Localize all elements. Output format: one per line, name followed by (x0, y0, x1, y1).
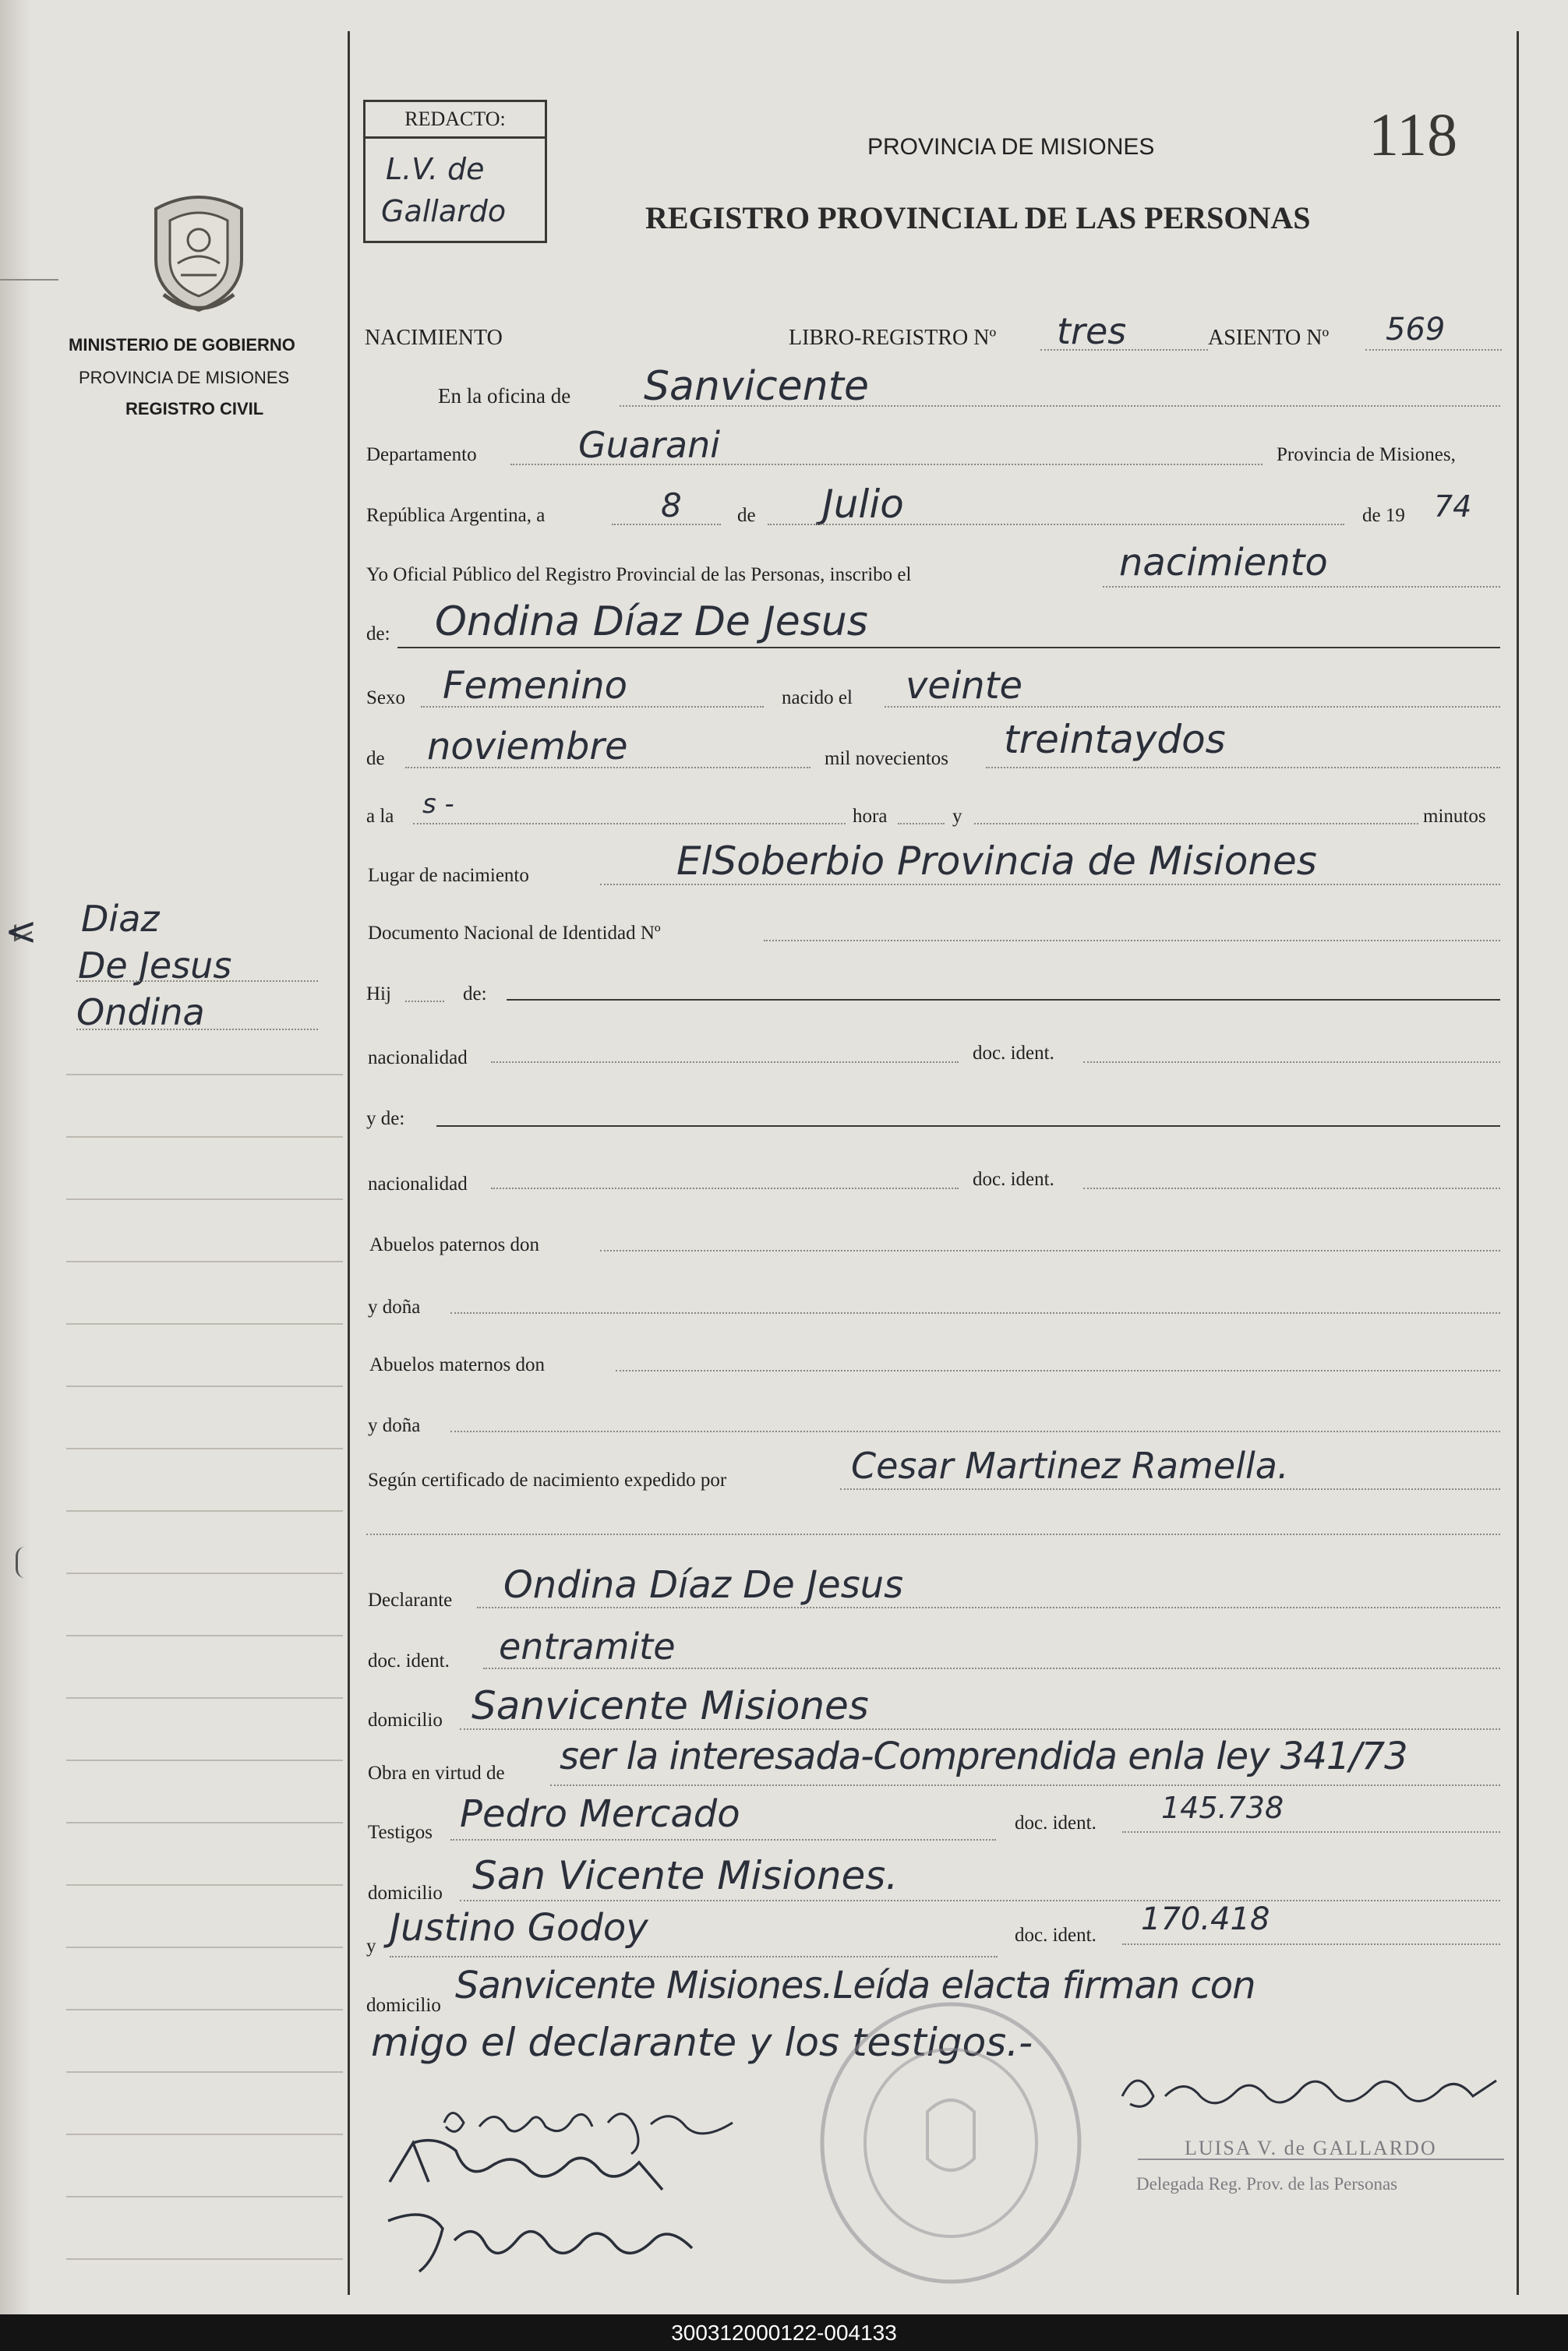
abuelos-paternos-line (600, 1250, 1500, 1251)
signature-oficial (1107, 2049, 1512, 2135)
page-number: 118 (1368, 101, 1458, 168)
declarante-line (477, 1607, 1500, 1608)
asiento-label: ASIENTO Nº (1208, 326, 1330, 350)
oficina-value: Sanvicente (644, 363, 869, 410)
domicilio-decl-value: Sanvicente Misiones (471, 1683, 869, 1728)
doc-ident-line (1083, 1061, 1500, 1063)
anio-value: 74 (1434, 489, 1472, 524)
oficial-text: Yo Oficial Público del Registro Provincial de las Personas, inscribo el (366, 564, 912, 585)
hora-line (413, 823, 846, 824)
doc-ident2-line (1083, 1188, 1500, 1189)
image-id-bar: 300312000122-004133 (0, 2314, 1568, 2351)
testigos-label: Testigos (368, 1822, 433, 1843)
hora-value: s - (422, 789, 454, 820)
departamento-value: Guarani (578, 424, 721, 466)
domicilio-decl-label: domicilio (368, 1710, 443, 1731)
doc-ident-decl-value: entramite (499, 1626, 676, 1668)
dia-nacimiento-value: veinte (906, 664, 1023, 708)
redacto-label: REDACTO: (366, 102, 545, 139)
province-name: PROVINCIA DE MISIONES (79, 368, 290, 387)
testigo1-doc-line (1122, 1831, 1500, 1833)
nacido-label: nacido el (782, 687, 853, 708)
signature-testigo1 (382, 2127, 678, 2205)
official-seal-icon (810, 1995, 1091, 2291)
de-nombre-label: de: (366, 623, 390, 644)
testigo2-doc-label: doc. ident. (1015, 1925, 1097, 1946)
acto-value: nacimiento (1119, 541, 1328, 584)
y-de-label: y de: (366, 1108, 405, 1129)
registry-name: REGISTRO CIVIL (125, 399, 264, 418)
redacto-stamp (363, 100, 547, 243)
oficina-line (620, 405, 1500, 407)
certificado-line2 (366, 1534, 1500, 1535)
sexo-label: Sexo (366, 687, 405, 708)
y-dona-line (450, 1312, 1500, 1314)
mil-novecientos-label: mil novecientos (825, 748, 948, 769)
hora-label: hora (853, 806, 888, 827)
oficial-name-stamp: LUISA V. de GALLARDO (1185, 2137, 1437, 2159)
oficina-label: En la oficina de (438, 384, 571, 408)
libro-line (1040, 349, 1208, 351)
republica-label: República Argentina, a (366, 505, 546, 526)
dni-label: Documento Nacional de Identidad Nº (368, 923, 661, 944)
domicilio-t2-value: Sanvicente Misiones.Leída elacta firman con (455, 1964, 1255, 2007)
dia-nacimiento-line (885, 706, 1500, 708)
hij-label: Hij (366, 983, 391, 1004)
redacto-surname: Gallardo (381, 194, 507, 228)
binding-edge (0, 279, 58, 281)
lugar-value: ElSoberbio Provincia de Misiones (676, 838, 1317, 884)
doc-ident-decl-label: doc. ident. (368, 1650, 450, 1671)
act-type: NACIMIENTO (365, 326, 503, 350)
margin-line-1 (76, 980, 318, 982)
nacionalidad-label: nacionalidad (368, 1047, 468, 1068)
margin-arrow: < (5, 909, 37, 954)
testigo2-line (390, 1956, 998, 1957)
dia-line (612, 524, 721, 525)
abuelos-paternos-label: Abuelos paternos don (369, 1234, 540, 1255)
padre-line (507, 999, 1500, 1001)
binder-hole-icon (16, 1547, 34, 1578)
testigo2-doc-value: 170.418 (1141, 1901, 1270, 1937)
certificado-label: Según certificado de nacimiento expedido por (368, 1470, 727, 1491)
departamento-line (510, 464, 1263, 465)
y-dona2-label: y doña (368, 1415, 421, 1436)
mes-nacimiento-value: noviembre (427, 725, 628, 768)
anio-prefix: de 19 (1362, 505, 1405, 526)
province-title: PROVINCIA DE MISIONES (867, 134, 1155, 160)
redacto-initials: L.V. de (386, 152, 485, 186)
madre-line (436, 1125, 1500, 1127)
testigo1-doc-label: doc. ident. (1015, 1813, 1097, 1834)
domicilio-decl-line (460, 1728, 1500, 1730)
y-dona-label: y doña (368, 1297, 421, 1318)
dia-value: 8 (661, 486, 682, 524)
signature-testigo2 (380, 2197, 708, 2283)
abuelos-maternos-label: Abuelos maternos don (369, 1354, 545, 1375)
testigo1-value: Pedro Mercado (460, 1792, 740, 1836)
right-rule (1517, 31, 1519, 2295)
certificado-value: Cesar Martinez Ramella. (851, 1445, 1289, 1487)
binding-shadow (0, 0, 31, 2314)
cierre-value: migo el declarante y los testigos.- (371, 2020, 1033, 2065)
sexo-value: Femenino (443, 664, 627, 708)
registry-title: REGISTRO PROVINCIAL DE LAS PERSONAS (645, 200, 1311, 235)
certificado-line (840, 1488, 1500, 1490)
provincia-suffix: Provincia de Misiones, (1277, 444, 1456, 465)
margin-rule (348, 31, 350, 2295)
acto-line (1103, 586, 1500, 588)
doc-ident-label: doc. ident. (973, 1043, 1054, 1064)
ministry-name: MINISTERIO DE GOBIERNO (69, 335, 295, 355)
coat-of-arms-icon (140, 185, 257, 315)
obra-label: Obra en virtud de (368, 1763, 505, 1784)
declarante-label: Declarante (368, 1590, 453, 1611)
doc-ident-decl-line (483, 1668, 1500, 1669)
anio-nacimiento-line (986, 767, 1500, 768)
testigo1-line (450, 1839, 996, 1841)
y-testigo2-label: y (366, 1936, 376, 1957)
dni-line (764, 940, 1500, 941)
domicilio-t1-line (460, 1900, 1500, 1901)
nacionalidad2-line (491, 1188, 959, 1189)
abuelos-maternos-line (616, 1370, 1500, 1371)
de-label: de (737, 505, 756, 526)
de-mes-label: de (366, 748, 385, 769)
departamento-label: Departamento (366, 444, 477, 465)
libro-value: tres (1057, 310, 1127, 352)
mes-value: Julio (822, 482, 904, 527)
obra-line (550, 1784, 1500, 1786)
margin-name-line2: De Jesus (78, 944, 232, 987)
testigo2-value: Justino Godoy (390, 1906, 648, 1950)
asiento-line (1365, 349, 1502, 351)
anio-nacimiento-value: treintaydos (1004, 717, 1226, 762)
oficial-title-stamp: Delegada Reg. Prov. de las Personas (1136, 2174, 1398, 2194)
margin-name-line3: Ondina (76, 991, 205, 1033)
lugar-line (600, 884, 1500, 885)
asiento-value: 569 (1386, 312, 1446, 348)
nacionalidad-line (491, 1061, 959, 1063)
minutos-line (974, 823, 1418, 824)
hij-de-label: de: (463, 983, 487, 1004)
y-dona2-line (450, 1431, 1500, 1432)
inscripto-value: Ondina Díaz De Jesus (435, 598, 868, 645)
nacionalidad2-label: nacionalidad (368, 1174, 468, 1195)
sexo-line (421, 706, 764, 708)
domicilio-t1-label: domicilio (368, 1883, 443, 1904)
inscripto-line (397, 647, 1500, 648)
testigo1-doc-value: 145.738 (1161, 1791, 1284, 1825)
libro-label: LIBRO-REGISTRO Nº (789, 326, 997, 350)
obra-value: ser la interesada-Comprendida enla ley 341/73 (560, 1735, 1407, 1778)
stamp-underline (1138, 2159, 1504, 2160)
margin-name-line1: Diaz (81, 898, 160, 940)
doc-ident2-label: doc. ident. (973, 1169, 1054, 1190)
lugar-label: Lugar de nacimiento (368, 865, 529, 886)
mes-nacimiento-line (405, 767, 810, 768)
a-la-label: a la (366, 806, 394, 827)
mes-line (768, 524, 1344, 525)
hij-line (405, 1001, 444, 1002)
domicilio-t1-value: San Vicente Misiones. (472, 1853, 899, 1898)
y-label: y (952, 806, 962, 827)
declarante-value: Ondina Díaz De Jesus (503, 1563, 904, 1607)
domicilio-t2-label: domicilio (366, 1995, 441, 2016)
testigo2-doc-line (1122, 1943, 1500, 1945)
y-line (898, 823, 945, 824)
minutos-label: minutos (1423, 806, 1486, 827)
margin-line-2 (76, 1029, 318, 1030)
